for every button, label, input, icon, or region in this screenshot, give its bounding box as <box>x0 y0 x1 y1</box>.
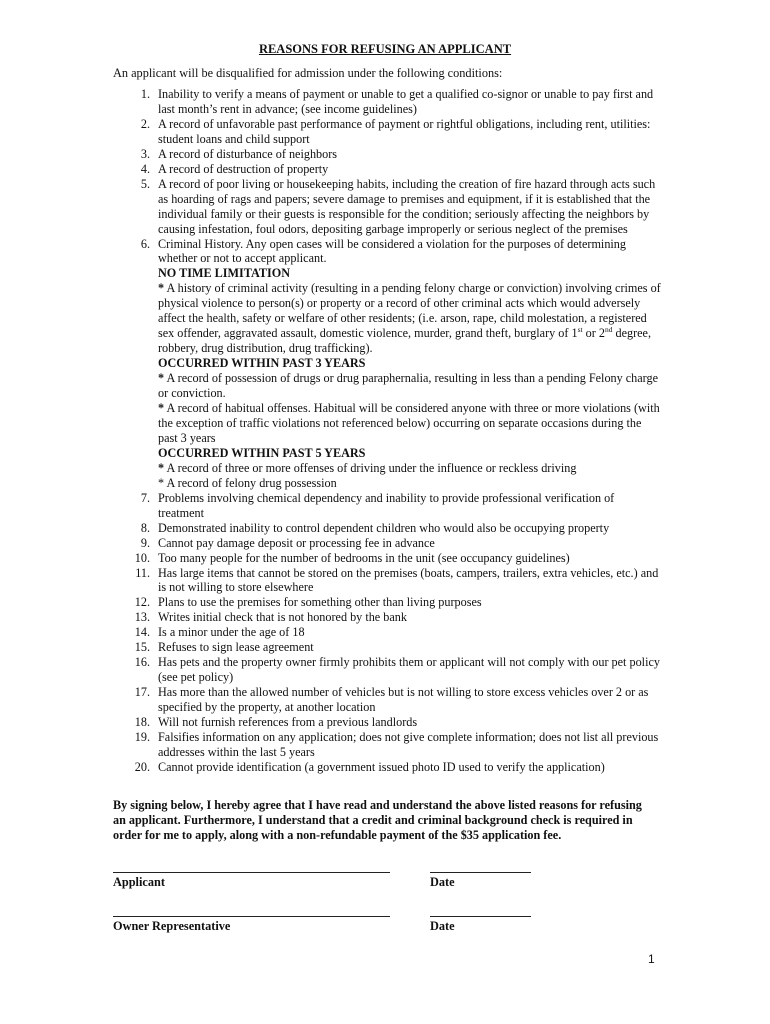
item-number: 3. <box>140 146 150 161</box>
list-item <box>113 177 663 237</box>
applicant-date-line[interactable] <box>430 872 531 873</box>
item-text: Has large items that cannot be stored on the premises (boats, campers, trailers, extra vehicles, etc.) and is not willing to store elsewhere <box>158 565 659 595</box>
list-item <box>113 730 663 760</box>
applicant-signature-line[interactable] <box>113 872 390 873</box>
list-item <box>113 685 663 715</box>
item-text: Refuses to sign lease agreement <box>158 640 314 655</box>
item-text: Will not furnish references from a previous landlords <box>158 715 418 730</box>
item-number: 15. <box>134 640 150 655</box>
item-text: Plans to use the premises for something other than living purposes <box>158 595 482 610</box>
item-number: 6. <box>140 236 150 251</box>
item-number: 13. <box>134 610 150 625</box>
star-bullet: * <box>158 371 165 386</box>
past-3-years-item: * A record of possession of drugs or drug paraphernalia, resulting in less than a pending Felony charge or conviction. <box>158 371 659 401</box>
item-number: 12. <box>134 595 150 610</box>
list-item <box>113 640 663 655</box>
list-item <box>113 566 663 596</box>
star-bullet: * <box>158 281 165 296</box>
item-text: Falsifies information on any application; does not give complete information; does not list all previous addresses within the last 5 years <box>158 729 659 759</box>
date-label: Date <box>430 919 455 933</box>
document-title: REASONS FOR REFUSING AN APPLICANT <box>258 42 512 56</box>
list-item <box>113 491 663 521</box>
item-text: Writes initial check that is not honored by the bank <box>158 610 407 625</box>
item-number: 11. <box>135 565 150 580</box>
list-item <box>113 536 663 551</box>
applicant-label: Applicant <box>113 875 165 889</box>
item-text: Problems involving chemical dependency and inability to provide professional verification of treatment <box>158 490 615 520</box>
list-item <box>113 595 663 610</box>
list-item <box>113 715 663 730</box>
past-5-years-item: * A record of three or more offenses of driving under the influence or reckless driving <box>158 460 577 475</box>
list-item <box>113 162 663 177</box>
page-number: 1 <box>648 952 655 966</box>
item-text: A record of disturbance of neighbors <box>158 146 338 161</box>
list-item <box>113 551 663 566</box>
item-number: 16. <box>134 655 150 670</box>
list-item <box>113 625 663 640</box>
item-text: Cannot provide identification (a government issued photo ID used to verify the application) <box>158 759 605 774</box>
no-time-limitation-heading: NO TIME LIMITATION <box>158 266 291 281</box>
item-text: Cannot pay damage deposit or processing fee in advance <box>158 535 435 550</box>
item-number: 8. <box>140 520 150 535</box>
item-number: 17. <box>134 685 150 700</box>
star-bullet: * <box>158 475 165 490</box>
list-item <box>113 87 663 117</box>
item-text: Is a minor under the age of 18 <box>158 625 305 640</box>
list-item <box>113 655 663 685</box>
date-label: Date <box>430 875 455 889</box>
item-text: Demonstrated inability to control dependent children who would also be occupying property <box>158 520 610 535</box>
past-5-years-heading: OCCURRED WITHIN PAST 5 YEARS <box>158 445 366 460</box>
item-number: 4. <box>140 161 150 176</box>
star-bullet: * <box>158 401 165 416</box>
item-text: A record of poor living or housekeeping habits, including the creation of fire hazard through acts such as hoarding of rags and papers; severe damage to premises and equipment, if it is established that the individual family or their guests is responsible for the condition; seriously affecting the neighbors by causing infestation, foul odors, depositing garbage improperly or serious neglect of the premises <box>158 176 656 236</box>
item-text: Has pets and the property owner firmly prohibits them or applicant will not comply with our pet policy (see pet policy) <box>158 655 660 685</box>
intro-text: An applicant will be disqualified for admission under the following conditions: <box>113 66 503 80</box>
past-3-years-item: * A record of habitual offenses. Habitual will be considered anyone with three or more violations (with the exception of traffic violations not referenced below) occurring on separate occasions during the past 3 years <box>158 401 660 445</box>
item-number: 5. <box>140 176 150 191</box>
item-text: A record of unfavorable past performance of payment or rightful obligations, including rent, utilities: student loans and child support <box>158 116 651 146</box>
item-number: 1. <box>140 87 150 101</box>
no-time-limitation-text: * A history of criminal activity (resulting in a pending felony charge or conviction) involving crimes of physical violence to person(s) or property or a record of other criminal acts which would adversely affect the health, safety or welfare of other residents; (i.e. arson, rape, child molestation, a registered sex offender, aggravated assault, domestic violence, murder, grand theft, burglary of 1st or 2nd degree, robbery, drug distribution, drug trafficking). <box>158 281 661 356</box>
item-number: 14. <box>134 625 150 640</box>
item-number: 10. <box>134 550 150 565</box>
past-3-years-heading: OCCURRED WITHIN PAST 3 YEARS <box>158 356 366 371</box>
item-text: A record of destruction of property <box>158 161 329 176</box>
item-number: 20. <box>134 759 150 774</box>
star-bullet: * <box>158 460 165 475</box>
item-text: Has more than the allowed number of vehicles but is not willing to store excess vehicles over 2 or as specified by the property, at another location <box>158 685 649 715</box>
list-item <box>113 117 663 147</box>
item-number: 2. <box>140 116 150 131</box>
list-item <box>113 147 663 162</box>
owner-representative-label: Owner Representative <box>113 919 231 933</box>
agreement-statement: By signing below, I hereby agree that I have read and understand the above listed reasons for refusing an applicant. Furthermore, I understand that a credit and criminal background check is required in order for me to apply, along with a non-refundable payment of the $35 application fee. <box>113 798 642 842</box>
list-item <box>113 760 663 775</box>
owner-signature-line[interactable] <box>113 916 390 917</box>
item-text: Criminal History. Any open cases will be considered a violation for the purposes of determining whether or not to accept applicant. <box>158 236 626 266</box>
item-number: 18. <box>134 715 150 730</box>
item-number: 19. <box>134 729 150 744</box>
list-item <box>113 521 663 536</box>
item-number: 7. <box>140 490 150 505</box>
item-text: Inability to verify a means of payment or unable to get a qualified co-signor or unable to pay first and last month’s rent in advance; (see income guidelines) <box>158 87 654 116</box>
owner-date-line[interactable] <box>430 916 531 917</box>
conditions-list <box>113 87 663 775</box>
list-item <box>113 610 663 625</box>
item-number: 9. <box>140 535 150 550</box>
item-text: Too many people for the number of bedrooms in the unit (see occupancy guidelines) <box>158 550 570 565</box>
list-item-criminal-history <box>113 237 663 491</box>
past-5-years-item: * A record of felony drug possession <box>158 475 337 490</box>
